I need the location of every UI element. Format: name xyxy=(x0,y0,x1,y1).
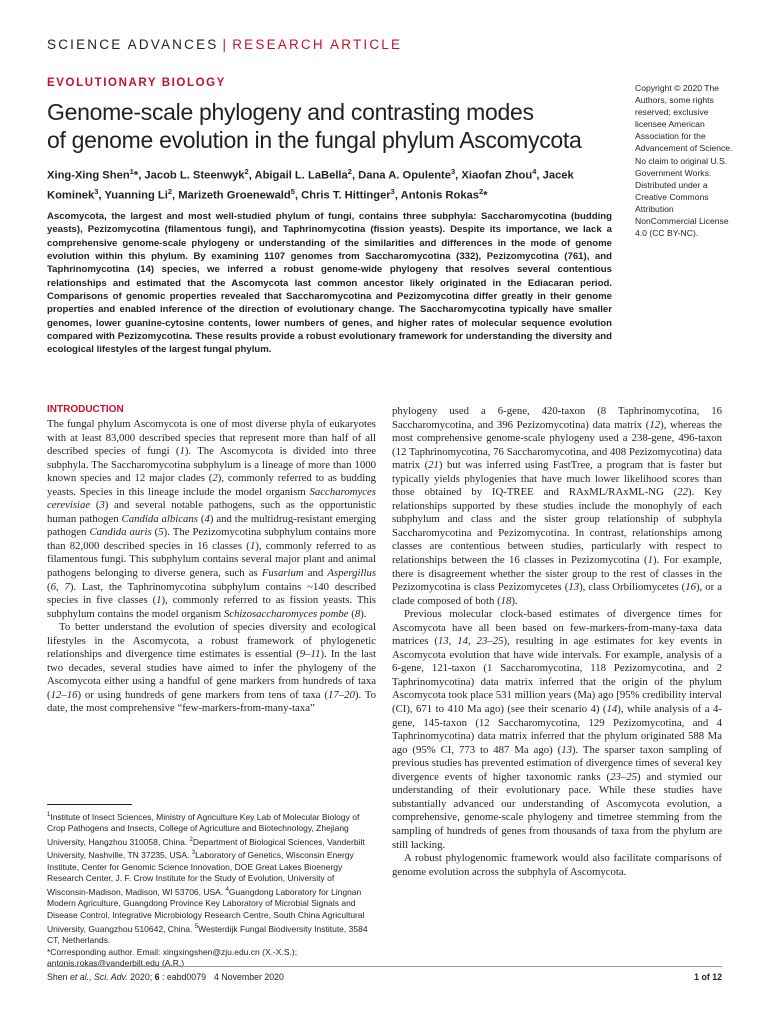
text-run: ) and the multidrug-resistant emerging pathogen xyxy=(47,512,376,539)
author-affiliation-mark: 2 xyxy=(167,187,173,197)
italic-text: 1 xyxy=(156,594,162,607)
text-run: , xyxy=(468,635,477,648)
author-name: Abigail L. LaBella xyxy=(254,169,348,182)
citation-year: 2020; xyxy=(127,972,155,982)
affiliation-text: Institute of Insect Sciences, Ministry of Agriculture Key Lab of Molecular Biology of Crop Pathogens and Insects, College of Agriculture and Biotechnology, Zhejiang University, Hangzhou 310058, China. xyxy=(47,811,360,847)
italic-text: 16 xyxy=(685,581,696,594)
text-run: ( xyxy=(197,512,205,525)
body-paragraph xyxy=(392,405,722,608)
italic-text: 13 xyxy=(561,743,572,756)
author-affiliation-mark: 3 xyxy=(94,187,99,197)
italic-text: 25 xyxy=(626,770,637,783)
author-name: Xiaofan Zhou xyxy=(461,169,533,182)
author-name: Dana A. Opulente xyxy=(358,169,451,182)
text-run: ) but was inferred using FastTree, a program that is faster but typically yields phylogenies that have much lower likelihood scores than those obtained by IQ-TREE and RAxML/RAxML-NG ( xyxy=(392,459,722,499)
italic-text: 6 xyxy=(50,580,56,593)
section-heading-introduction: INTRODUCTION xyxy=(47,404,124,415)
italic-text: 13 xyxy=(437,635,449,648)
text-run: The fungal phylum Ascomycota is one of most diverse phyla of eukaryotes with at least 83,000 described species that represent more than half of all described species of fungi ( xyxy=(47,418,376,458)
affiliation-number: 1 xyxy=(47,812,51,818)
author-separator: , xyxy=(536,169,543,182)
author-affiliation-mark: 3 xyxy=(450,167,456,176)
text-run: ), commonly referred to as filamentous fungi. This subphylum contains several major plant and animal pathogens belonging to diverse genera, such as xyxy=(47,539,376,580)
text-run: , xyxy=(55,580,65,593)
italic-text: 8 xyxy=(354,607,361,620)
footer-citation xyxy=(47,972,284,982)
italic-text: 21 xyxy=(428,459,439,472)
text-run: – xyxy=(487,635,493,648)
italic-text: 16 xyxy=(66,688,78,701)
text-run: ) or using hundreds of gene markers from tens of taxa ( xyxy=(77,688,328,701)
author-name: Antonis Rokas xyxy=(400,189,479,202)
text-run: – xyxy=(305,648,311,661)
body-paragraph xyxy=(47,418,376,621)
author-affiliation-mark: 2 xyxy=(478,187,484,197)
affiliation-number: 4 xyxy=(225,887,229,894)
italic-text: 25 xyxy=(492,635,504,648)
italic-text: 1 xyxy=(249,539,256,552)
copyright-notice: Copyright © 2020 The Authors, some rights reserved; exclusive licensee American Association for the Advancement of Science. No claim to original U.S. Government Works. Distributed under a Creative Commons Attribution NonCommercial License 4.0 (CC BY-NC). xyxy=(635,83,733,239)
article-type: RESEARCH ARTICLE xyxy=(232,37,403,52)
italic-text: 12 xyxy=(50,688,62,701)
text-run: ). The sparser taxon sampling of previous studies has prevented estimation of divergence times of several key divergence events of higher taxonomic ranks ( xyxy=(392,743,722,783)
italic-text: 13 xyxy=(568,581,580,594)
text-run: – xyxy=(620,770,627,783)
author-list xyxy=(47,164,607,204)
italic-text: Fusarium xyxy=(261,567,304,580)
italic-text: 17 xyxy=(327,688,339,701)
italic-text: 5 xyxy=(158,526,164,539)
italic-text: 2 xyxy=(212,472,218,485)
citation-authors: Shen xyxy=(47,972,70,982)
citation-volume: 6 xyxy=(154,972,160,982)
title-line-2: of genome evolution in the fungal phylum Ascomycota xyxy=(47,127,582,153)
author-separator: , xyxy=(394,189,401,202)
italic-text: Aspergillus xyxy=(327,567,376,580)
author-affiliation-mark: 2 xyxy=(347,167,352,176)
page-number: 1 of 12 xyxy=(694,972,722,982)
body-column-right xyxy=(392,405,722,879)
italic-text: 20 xyxy=(344,688,355,701)
text-run: ). To date, the most comprehensive “few-markers-from-many-taxa” xyxy=(47,688,377,715)
author-name: Yuanning Li xyxy=(104,189,168,202)
text-run: ( xyxy=(348,607,355,620)
footnote-rule xyxy=(47,804,132,805)
italic-text: 3 xyxy=(99,499,105,512)
author-separator: *, xyxy=(133,169,145,182)
author-affiliation-mark: 3 xyxy=(390,187,395,197)
topic-label: EVOLUTIONARY BIOLOGY xyxy=(47,77,226,89)
italic-text: 23 xyxy=(610,770,621,783)
text-run: To better understand the evolution of species diversity and ecological lifestyles in the Ascomycota, a robust framework of phylogenetic relationships and divergence time estimates is essential ( xyxy=(47,621,376,661)
text-run: and xyxy=(303,567,328,580)
text-run: ). For example, there is disagreement whether the sister group to the rest of classes in the Pezizomycotina is class Pezizomycetes ( xyxy=(392,554,722,594)
italic-text: 9 xyxy=(299,648,306,661)
author-affiliation-mark: 5 xyxy=(290,187,295,197)
citation-id: : eabd0079 xyxy=(159,972,206,982)
affiliation-text: Westerdijk Fungal Biodiversity Institute, 3584 CT, Netherlands. xyxy=(47,923,368,946)
journal-name: SCIENCE ADVANCES xyxy=(47,37,219,52)
affiliation-text: Guangdong Laboratory for Lingnan Modern Agriculture, Guangdong Province Key Laboratory of Microbial Signals and Disease Control, Integrative Microbiology Research Centre, South China Agricultural University, Guangzhou 510642, China. xyxy=(47,886,365,934)
author-affiliation-mark: 2 xyxy=(244,167,249,176)
text-run: ), resulting in age estimates for key events in Ascomycota evolution that have wide intervals. For example, analysis of a 6-gene, 121-taxon (1 Saccharomycotina, 118 Pezizomycotina, and 2 Taphrinomycotina) data matrix inferred that the origin of the phylum Ascomycota took place 531 million years (Ma) ago [95% credibility interval (CI), 671 to 410 Ma ago) (see their scenario 4) ( xyxy=(392,635,723,716)
author-name: Xing-Xing Shen xyxy=(47,169,130,182)
text-run: ), while analysis of a 4-gene, 145-taxon (12 Saccharomycotina, 129 Pezizomycotina, and 4 Taphrinomycotina) data matrix inferred that the phylum originated 588 Ma ago (95% CI, 773 to 487 Ma ago) ( xyxy=(392,703,722,756)
author-separator: * xyxy=(483,189,488,202)
author-name: Jacob L. Steenwyk xyxy=(144,169,245,182)
italic-text: 22 xyxy=(677,486,688,499)
italic-text: 1 xyxy=(179,445,185,458)
text-run: ) and several notable pathogens, such as the opportunistic human pathogen xyxy=(47,499,376,525)
body-paragraph xyxy=(392,852,722,879)
footnotes xyxy=(47,810,377,970)
italic-text: Saccharomyces cerevisiae xyxy=(47,485,376,512)
author-separator: , xyxy=(455,169,462,182)
author-separator: , xyxy=(98,189,105,202)
author-separator: , xyxy=(294,189,302,202)
affiliations xyxy=(47,810,377,947)
citation-etal: et al. xyxy=(70,972,90,982)
footer-rule xyxy=(47,966,722,967)
text-run: A robust phylogenomic framework would also facilitate comparisons of genome evolution across the subphyla of Ascomycota. xyxy=(392,852,722,878)
title-line-1: Genome-scale phylogeny and contrasting modes xyxy=(47,99,534,125)
journal-header xyxy=(47,37,402,52)
text-run: Previous molecular clock-based estimates of divergence times for Ascomycota have all been based on few-markers-from-many-taxa data matrices ( xyxy=(392,608,722,648)
text-run: ). In the last two decades, several studies have aimed to infer the phylogeny of the Ascomycota either using a handful of gene markers from hundreds of taxa ( xyxy=(47,648,376,701)
text-run: ), whereas the most comprehensive genome-scale phylogeny used a 238-gene, 496-taxon (12 Taphrinomycotina, 76 Saccharomycotina, and 408 Pezizomycotina) data matrix ( xyxy=(392,418,723,472)
italic-text: 11 xyxy=(310,648,321,661)
affiliation-text: Department of Biological Sciences, Vanderbilt University, Nashville, TN 37235, USA. xyxy=(47,836,365,861)
citation-journal: , Sci. Adv. xyxy=(89,972,128,982)
italic-text: 1 xyxy=(647,554,653,567)
italic-text: 14 xyxy=(457,635,469,648)
author-affiliation-mark: 4 xyxy=(532,167,537,176)
text-run: ), or a clade composed of both ( xyxy=(392,581,722,607)
text-run: phylogeny used a 6-gene, 420-taxon (8 Taphrinomycotina, 16 Saccharomycotina, and 396 Pezizomycotina) data matrix ( xyxy=(392,405,722,431)
author-separator: , xyxy=(248,169,255,182)
text-run: ( xyxy=(47,580,51,593)
text-run: ). Last, the Taphrinomycotina subphylum contains ~140 described species in five classes ( xyxy=(47,580,377,607)
text-run: ). The Pezizomycotina subphylum contains more than 82,000 described species in 16 classes ( xyxy=(47,526,376,552)
text-run: – xyxy=(338,688,345,701)
text-run: ). Key relationships supported by these studies include the monophyly of each subphylum and class and the sister group relationship of subphyla Saccharomycotina and Pezizomycotina. In contrast, relationships among classes are contentious between studies, particularly with respect to relationships between the 16 classes in Pezizomycotina ( xyxy=(392,486,722,567)
italic-text: 4 xyxy=(204,512,210,525)
text-run: ) and stymied our understanding of their evolutionary pace. While these studies have substantially advanced our understanding of Ascomycota evolution, a comprehensive, genome-scale phylogeny and timetree stemming from the sampling of hundreds of genes from thousands of taxa from the phylum are still lacking. xyxy=(392,770,722,851)
affiliation-text: Laboratory of Genetics, Wisconsin Energy Institute, Center for Genomic Science Innovation, DOE Great Lakes Bioenergy Research Center, J. F. Crow Institute for the Study of Evolution, University of Wisconsin-Madison, Madison, WI 53706, USA. xyxy=(47,850,354,897)
text-run: ). The Ascomycota is divided into three subphyla. The Saccharomycotina subphylum is a lineage of more than 1000 known species and 12 major clades ( xyxy=(47,445,376,485)
text-run: ), commonly referred to as fission yeasts. This subphylum contains the model organism xyxy=(47,594,376,620)
citation-date: 4 November 2020 xyxy=(214,972,284,982)
abstract: Ascomycota, the largest and most well-studied phylum of fungi, contains three subphyla: Saccharomycotina (budding yeasts), Pezizomycotina (filamentous fungi), and Taphrinomycotina (fission yeasts). Despite its importance, we lack a comprehensive genome-scale phylogeny or understanding of the similarities and differences in the mode of genome evolution within this phylum. By examining 1107 genomes from Saccharomycotina (332), Pezizomycotina (761), and Taphrinomycotina (14) species, we inferred a robust genome-wide phylogeny that resolves several contentious relationships and estimated that the Ascomycota last common ancestor likely originated in the Ediacaran period. Comparisons of genomic properties revealed that Saccharomycotina and Pezizomycotina differ greatly in their genome properties and enabled inference of the direction of evolutionary change. The Saccharomycotina typically have smaller genomes, lower guanine-cytosine contents, lower numbers of genes, and higher rates of molecular sequence evolution compared with Pezizomycotina. These results provide a robust evolutionary framework for understanding the diversity and ecological lifestyles of the largest fungal phylum. xyxy=(47,211,612,356)
italic-text: 23 xyxy=(476,635,488,648)
corresponding-author: *Corresponding author. Email: xingxingshen@zju.edu.cn (X.-X.S.); antonis.rokas@vanderbilt.edu (A.R.) xyxy=(47,946,298,969)
affiliation-number: 2 xyxy=(189,837,193,844)
text-run: ). xyxy=(511,594,518,607)
article-title xyxy=(47,98,607,154)
text-run: , xyxy=(448,635,458,648)
text-run: ). xyxy=(360,607,367,620)
body-paragraph xyxy=(47,621,376,716)
italic-text: 14 xyxy=(606,703,618,716)
italic-text: 18 xyxy=(500,594,512,607)
italic-text: 7 xyxy=(64,580,70,593)
author-name: Chris T. Hittinger xyxy=(301,189,391,202)
body-paragraph xyxy=(392,608,722,852)
author-affiliation-mark: 1 xyxy=(129,167,134,176)
italic-text: Candida albicans xyxy=(121,512,198,525)
author-separator: , xyxy=(351,169,359,182)
author-name: Jacek Kominek xyxy=(47,169,574,202)
author-name: Marizeth Groenewald xyxy=(178,189,291,202)
body-column-left xyxy=(47,418,376,716)
header-separator: | xyxy=(222,37,229,52)
italic-text: Candida auris xyxy=(89,526,152,539)
italic-text: Schizosaccharomyces pombe xyxy=(223,607,349,620)
author-separator: , xyxy=(172,189,179,202)
text-run: – xyxy=(61,688,67,701)
text-run: ), commonly referred to as budding yeasts. Species in this lineage include the model organism xyxy=(47,472,377,498)
affiliation-number: 3 xyxy=(191,850,196,857)
italic-text: 12 xyxy=(649,418,661,431)
text-run: ), class Orbiliomycetes ( xyxy=(579,581,686,594)
text-run: ( xyxy=(90,499,100,512)
text-run: ( xyxy=(151,526,159,539)
affiliation-number: 5 xyxy=(194,923,199,930)
